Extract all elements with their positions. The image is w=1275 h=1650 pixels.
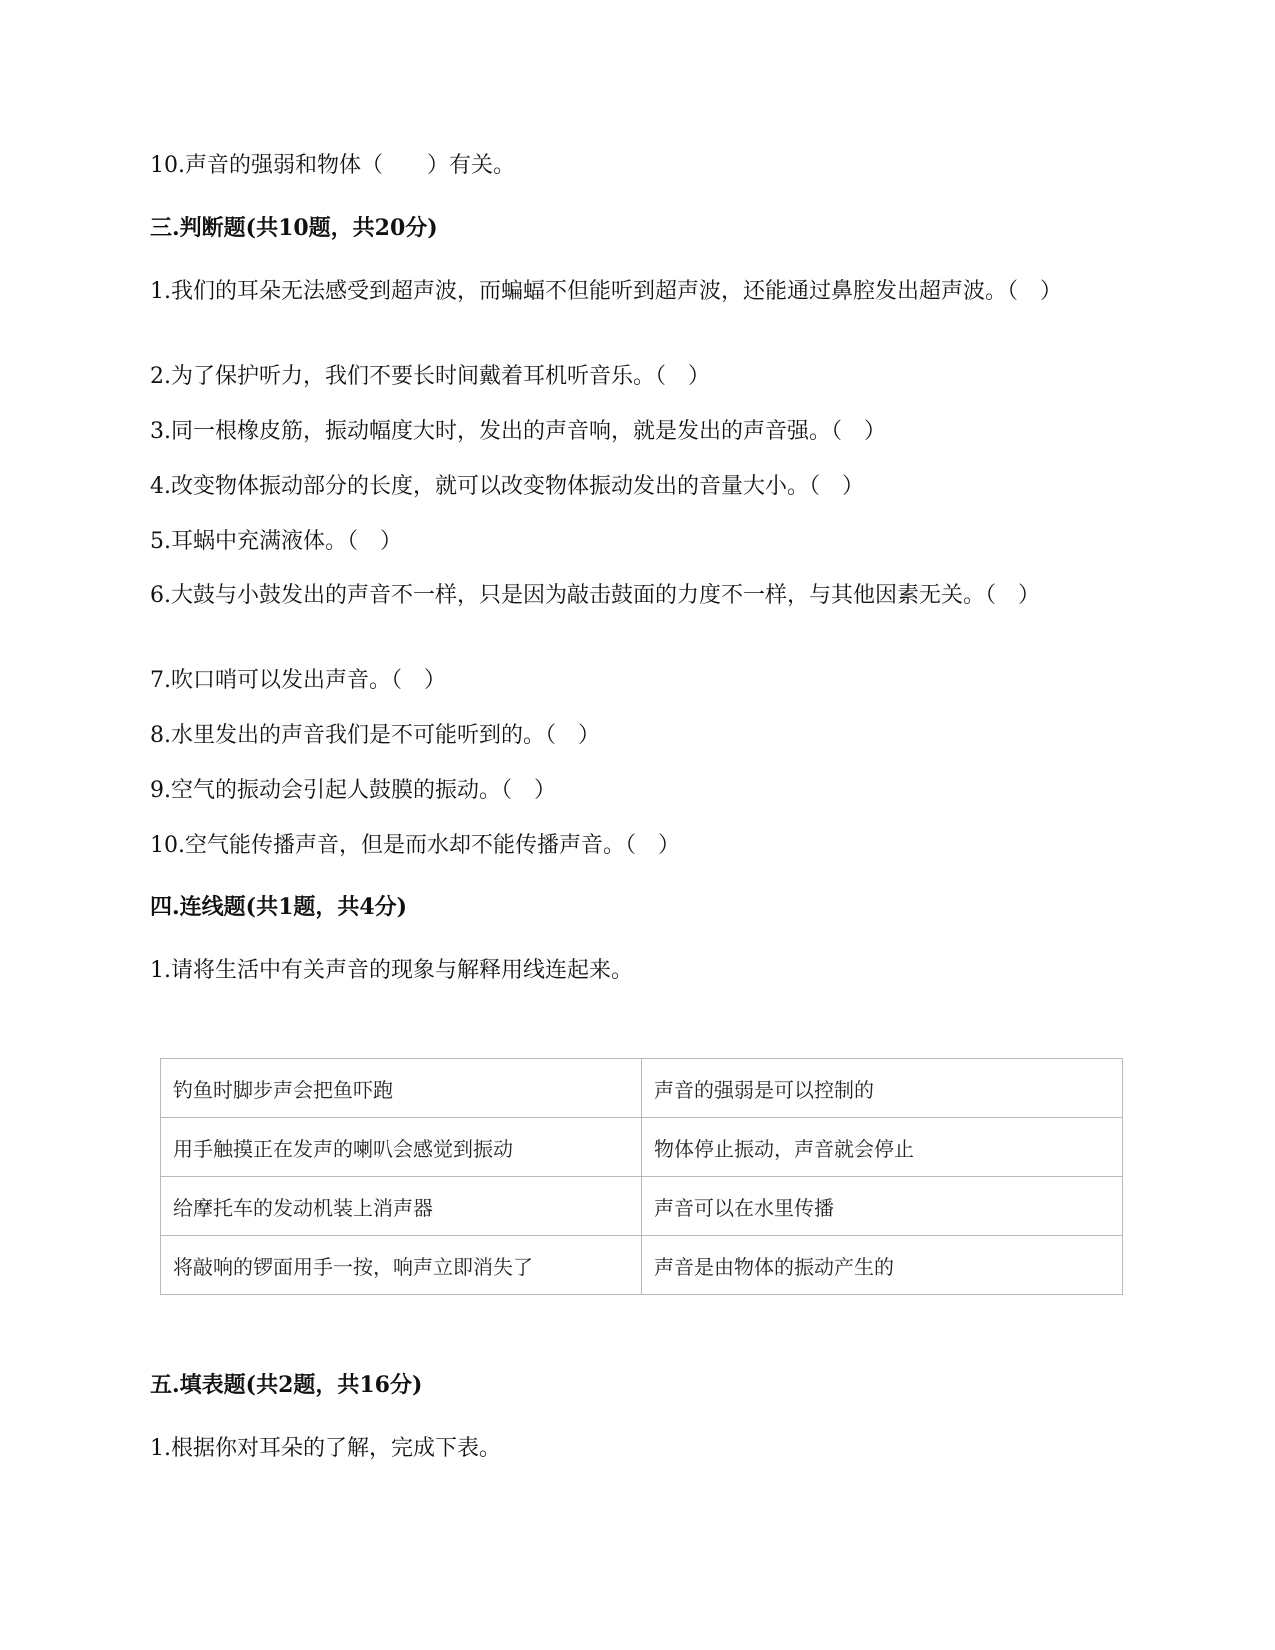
section-3-title: 三.判断题(共10题，共20分)	[150, 215, 438, 241]
phenomenon-cell: 钓鱼时脚步声会把鱼吓跑	[161, 1059, 642, 1118]
explanation-cell: 声音是由物体的振动产生的	[642, 1236, 1123, 1295]
true-false-question-10: 10.空气能传播声音，但是而水却不能传播声音。（ ）	[150, 833, 680, 858]
table-row	[161, 1118, 1123, 1177]
true-false-question-7: 7.吹口哨可以发出声音。（ ）	[150, 668, 446, 693]
true-false-question-1: 1.我们的耳朵无法感受到超声波，而蝙蝠不但能听到超声波，还能通过鼻腔发出超声波。（ ）	[150, 279, 1062, 304]
true-false-question-6: 6.大鼓与小鼓发出的声音不一样，只是因为敲击鼓面的力度不一样，与其他因素无关。（ ）	[150, 583, 1040, 608]
true-false-question-8: 8.水里发出的声音我们是不可能听到的。（ ）	[150, 723, 600, 748]
explanation-cell: 声音可以在水里传播	[642, 1177, 1123, 1236]
true-false-question-2: 2.为了保护听力，我们不要长时间戴着耳机听音乐。（ ）	[150, 364, 710, 389]
matching-question-1: 1.请将生活中有关声音的现象与解释用线连起来。	[150, 958, 633, 983]
matching-table	[160, 1058, 1123, 1295]
table-row	[161, 1059, 1123, 1118]
table-question-1: 1.根据你对耳朵的了解，完成下表。	[150, 1436, 501, 1461]
phenomenon-cell: 用手触摸正在发声的喇叭会感觉到振动	[161, 1118, 642, 1177]
table-row	[161, 1236, 1123, 1295]
true-false-question-5: 5.耳蜗中充满液体。（ ）	[150, 529, 402, 554]
table-row	[161, 1177, 1123, 1236]
true-false-question-9: 9.空气的振动会引起人鼓膜的振动。（ ）	[150, 778, 556, 803]
phenomenon-cell: 将敲响的锣面用手一按，响声立即消失了	[161, 1236, 642, 1295]
phenomenon-cell: 给摩托车的发动机装上消声器	[161, 1177, 642, 1236]
section-5-title: 五.填表题(共2题，共16分)	[150, 1372, 423, 1398]
section-4-title: 四.连线题(共1题，共4分)	[150, 894, 408, 920]
true-false-question-3: 3.同一根橡皮筋，振动幅度大时，发出的声音响，就是发出的声音强。（ ）	[150, 419, 886, 444]
true-false-question-4: 4.改变物体振动部分的长度，就可以改变物体振动发出的音量大小。（ ）	[150, 474, 864, 499]
fill-question-10: 10.声音的强弱和物体（ ）有关。	[150, 153, 515, 178]
explanation-cell: 声音的强弱是可以控制的	[642, 1059, 1123, 1118]
explanation-cell: 物体停止振动，声音就会停止	[642, 1118, 1123, 1177]
